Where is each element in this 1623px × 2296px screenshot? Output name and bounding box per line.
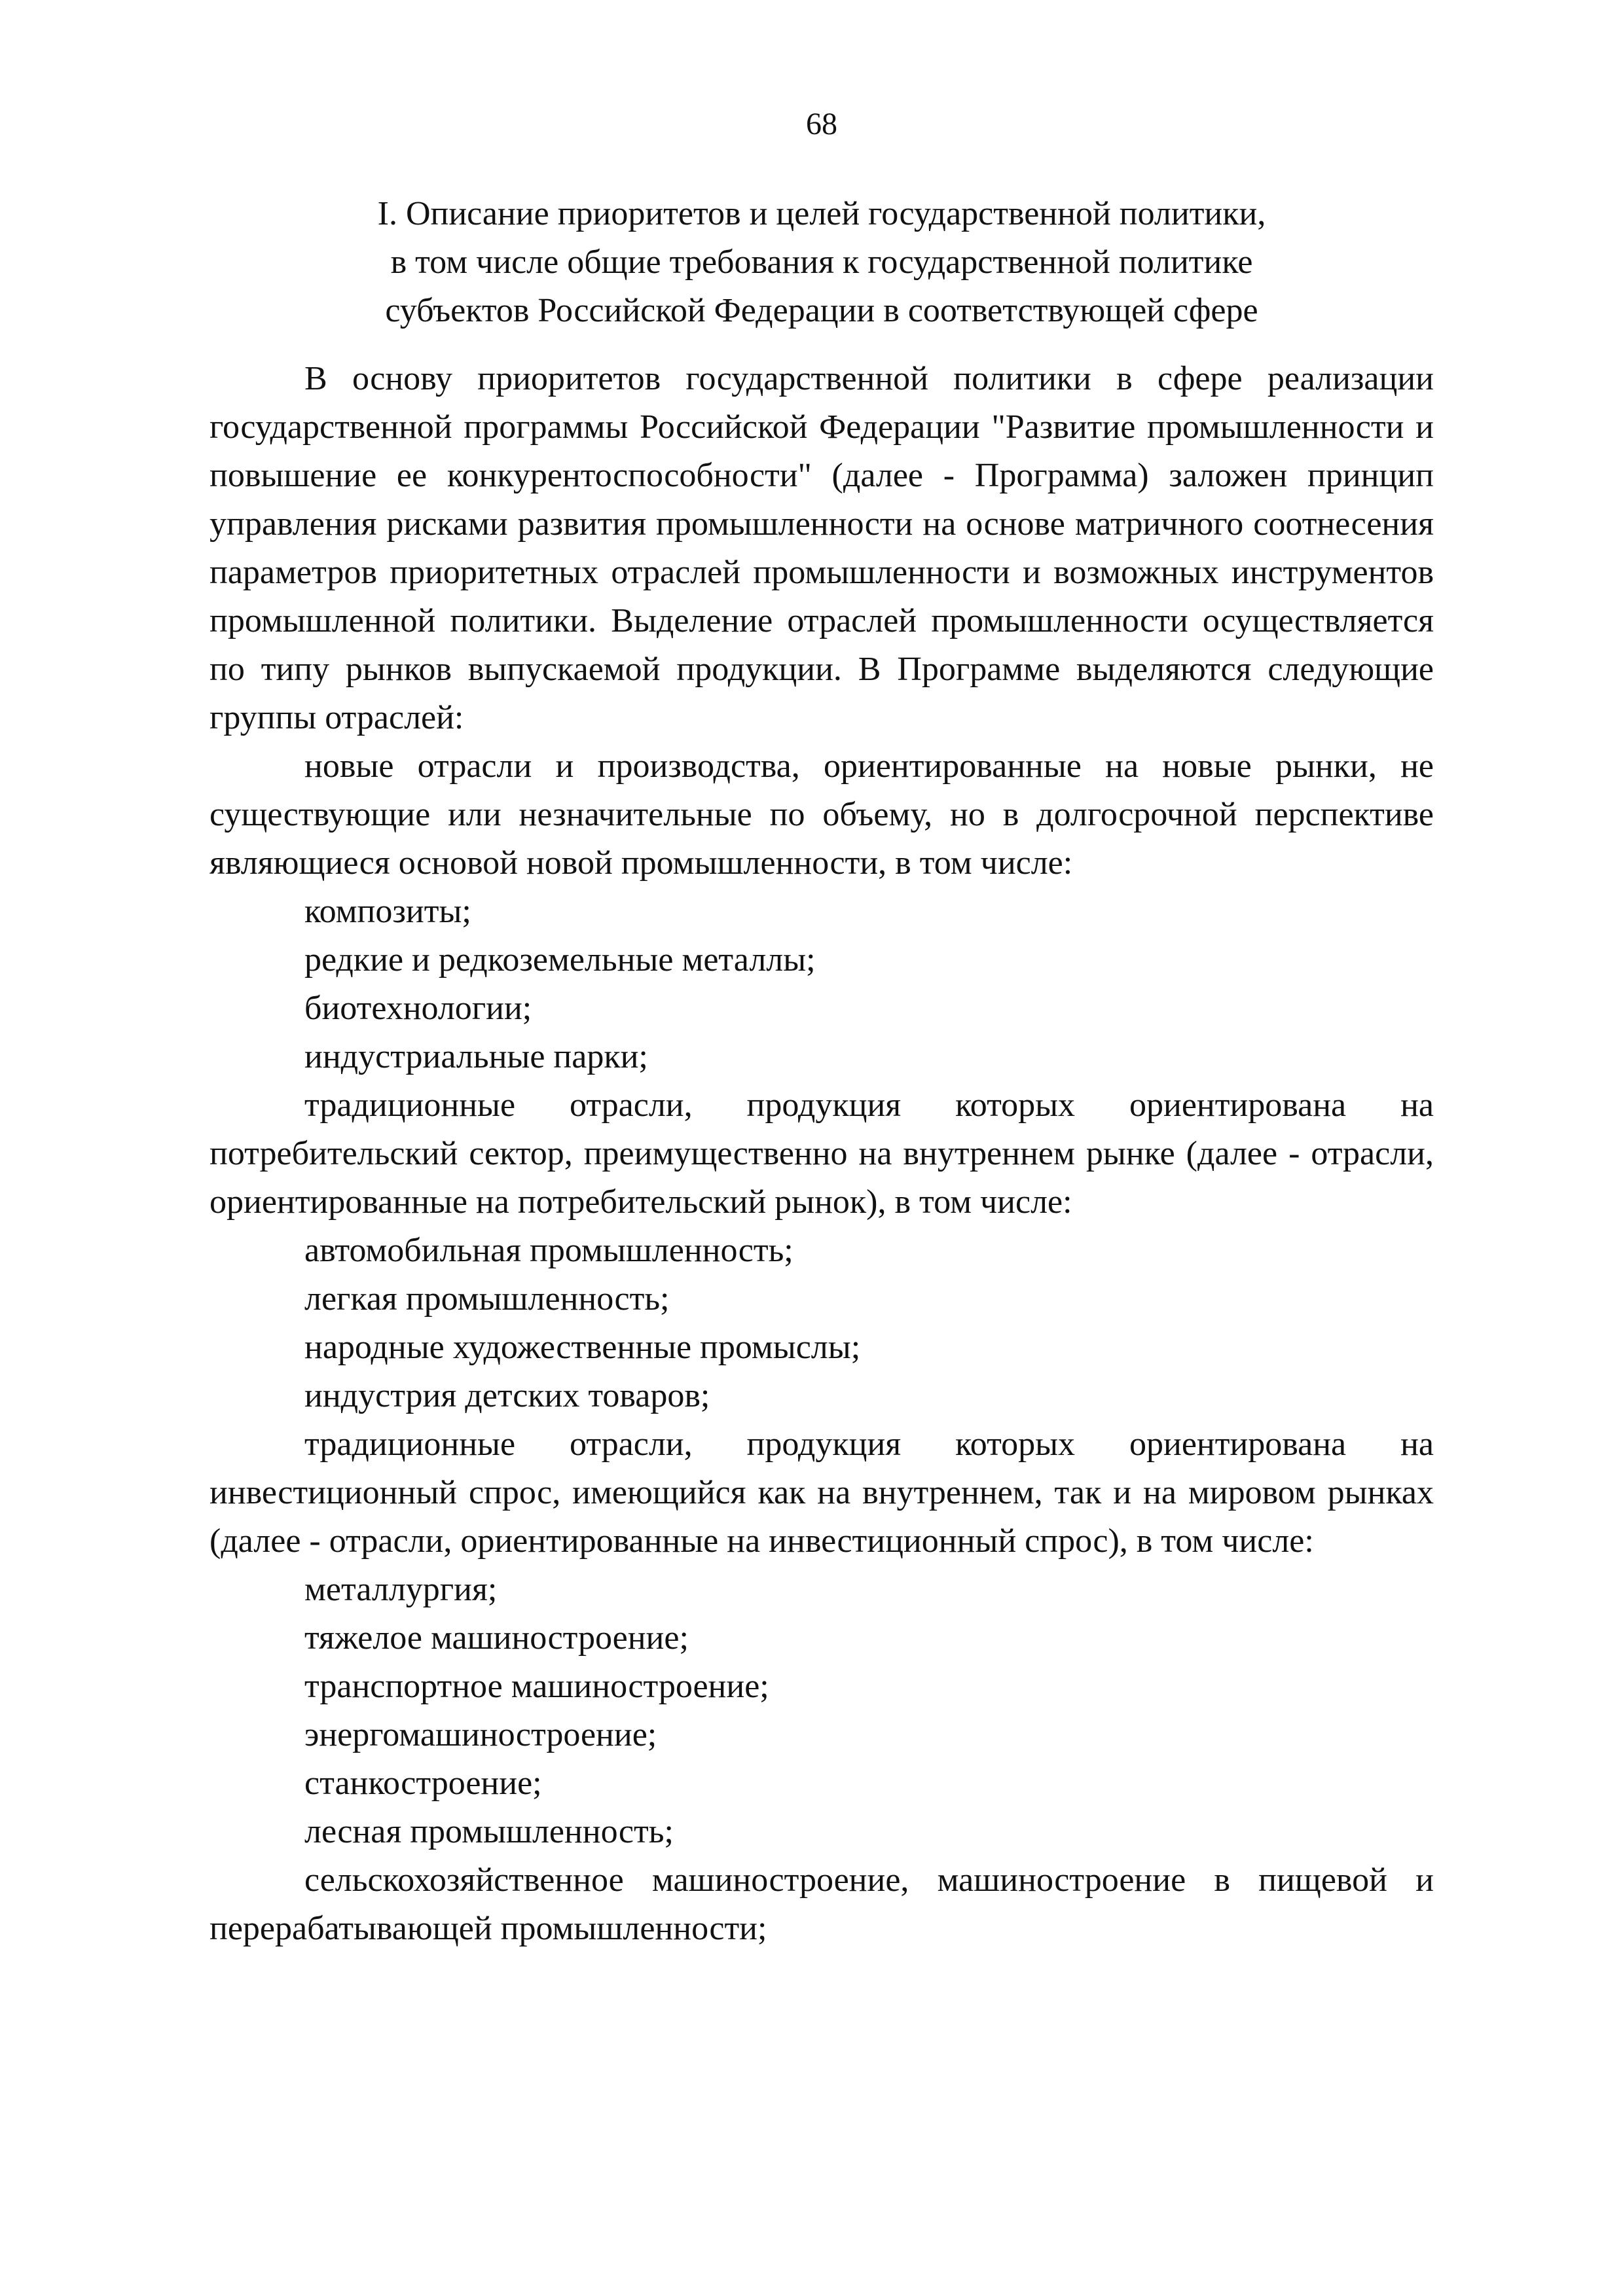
list-item: станкостроение; (304, 1765, 542, 1802)
paragraph-new-industries: новые отрасли и производства, ориентированные на новые рынки, не существующие или незначительные по объему, но в долгосрочной перспективе являющиеся основой новой промышленности, в том числе: (210, 747, 1434, 882)
list-item: легкая промышленность; (304, 1280, 670, 1318)
paragraph-investment-industries: традиционные отрасли, продукция которых ориентирована на инвестиционный спрос, имеющийся как на внутреннем, так и на мировом рынках (далее - отрасли, ориентированные на инвестиционный спрос), в том числе: (210, 1426, 1434, 1560)
list-item: редкие и редкоземельные металлы; (304, 941, 816, 978)
paragraph-intro: В основу приоритетов государственной политики в сфере реализации государственной программы Российской Федерации "Развитие промышленности и повышение ее конкурентоспособности" (далее - Программа) заложен принцип управления рисками развития промышленности на основе матричного соотнесения параметров приоритетных отраслей промышленности и возможных инструментов промышленной политики. Выделение отраслей промышленности осуществляется по типу рынков выпускаемой продукции. В Программе выделяются следующие группы отраслей: (210, 360, 1434, 736)
list-item: автомобильная промышленность; (304, 1232, 793, 1269)
section-heading (210, 190, 1434, 335)
paragraph-consumer-industries: традиционные отрасли, продукция которых ориентирована на потребительский сектор, преимущественно на внутреннем рынке (далее - отрасли, ориентированные на потребительский рынок), в том числе: (210, 1086, 1434, 1221)
document-body (210, 355, 1434, 1953)
list-item: индустриальные парки; (304, 1038, 648, 1075)
list-item: композиты; (304, 893, 471, 930)
list-item: транспортное машиностроение; (304, 1668, 769, 1705)
paragraph-agri-machinery: сельскохозяйственное машиностроение, машиностроение в пищевой и перерабатывающей промышленности; (210, 1861, 1434, 1947)
list-item: лесная промышленность; (304, 1813, 674, 1850)
heading-line-1: I. Описание приоритетов и целей государственной политики, (377, 195, 1266, 232)
list-item: тяжелое машиностроение; (304, 1619, 689, 1657)
list-item: индустрия детских товаров; (304, 1377, 710, 1414)
heading-line-3: субъектов Российской Федерации в соответствующей сфере (385, 292, 1258, 329)
list-item: энергомашиностроение; (304, 1716, 657, 1753)
document-page (210, 105, 1434, 1953)
heading-line-2: в том числе общие требования к государственной политике (390, 243, 1253, 281)
list-item: металлургия; (304, 1571, 498, 1608)
list-item: народные художественные промыслы; (304, 1329, 861, 1366)
page-number: 68 (806, 107, 837, 141)
list-item: биотехнологии; (304, 990, 532, 1027)
